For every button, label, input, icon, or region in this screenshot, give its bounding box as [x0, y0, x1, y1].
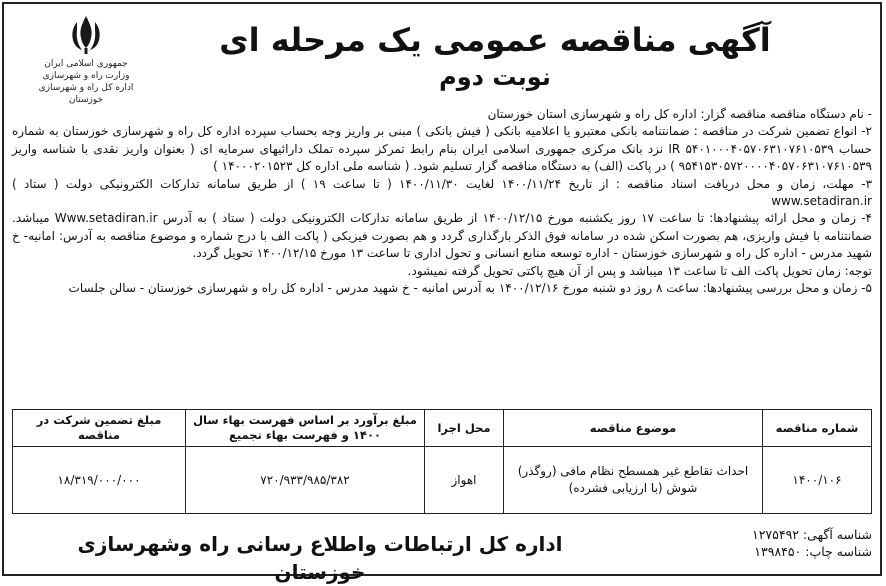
emblem-line-ministry: وزارت راه و شهرسازی	[42, 71, 130, 81]
tender-table	[12, 409, 872, 514]
table-header-row	[13, 410, 872, 447]
ad-title: آگهی مناقصه عمومی یک مرحله ای	[219, 21, 771, 59]
iran-emblem-icon	[64, 12, 108, 56]
footer-organization: اداره کل ارتباطات واطلاع رسانی راه وشهرسازی خوزستان	[77, 532, 563, 584]
ad-id: شناسه آگهی: ۱۲۷۵۴۹۲	[752, 527, 872, 542]
header-location: محل اجرا	[425, 410, 504, 447]
item-note: توجه: زمان تحویل پاکت الف تا ساعت ۱۳ میباشد و پس از آن هیچ پاکتی تحویل گرفته نمیشود.	[407, 263, 872, 278]
emblem-line-department: اداره کل راه و شهرسازی خوزستان	[38, 83, 134, 105]
header-tender-number: شماره مناقصه	[763, 410, 872, 447]
print-id: شناسه چاپ: ۱۳۹۸۴۵۰	[754, 544, 872, 559]
header-guarantee-amount: مبلغ تضمین شرکت در مناقصه	[13, 410, 186, 447]
cell-location: اهواز	[425, 447, 504, 514]
ministry-emblem	[30, 12, 142, 106]
cell-estimate: ۷۲۰/۹۳۳/۹۸۵/۳۸۲	[186, 447, 425, 514]
table-row	[13, 447, 872, 514]
emblem-line-country: جمهوری اسلامی ایران	[44, 59, 128, 69]
item-review: ۵- زمان و محل بررسی پیشنهادها: ساعت ۸ روز دو شنبه مورخ ۱۴۰۰/۱۲/۱۶ به آدرس امانیه - خ شهید مدرس - اداره کل راه و شهرسازی خوزستان - سالن جلسات	[68, 281, 872, 296]
cell-tender-number: ۱۴۰۰/۱۰۶	[763, 447, 872, 514]
item-organizer: - نام دستگاه مناقصه مناقصه گزار: اداره کل راه و شهرسازی استان خوزستان	[487, 107, 872, 121]
item-submission: ۴- زمان و محل ارائه پیشنهادها: تا ساعت ۱۷ روز یکشنبه مورخ ۱۴۰۰/۱۲/۱۵ از طریق سامانه تدارکات الکترونیکی دولت ( ستاد ) به آدرس Www.setadiran.ir میباشد. ضمانتنامه با فیش واریزی، هم بصورت اسکن شده در سامانه فوق الذکر بارگذاری گردد و هم بصورت فیزیکی ( پاکت الف با درج شماره و موضوع مناقصه به آدرس: امانیه- خ شهید مدرس - اداره کل راه و شهرسازی خوزستان - اداره توسعه منابع انسانی و تحول اداری تا ساعت ۱۳ مورخ ۱۴۰۰/۱۲/۱۵ تحویل گردد.	[12, 211, 872, 261]
item-guarantee: ۲- انواع تضمین شرکت در مناقصه : ضمانتنامه بانکی معتبرو یا اعلامیه بانکی ( فیش بانکی ) مبنی بر واریز وجه بحساب سپرده اداره کل راه و شهرسازی خوزستان به شماره حساب ۵۴۰۱۰۰۰۴۰۵۷۰۶۳۱۰۷۶۱۰۵۳۹ IR نزد بانک مرکزی جمهوری اسلامی ایران بنام رابط تمرکز سپرده تملک دارائیهای سرمایه ای ( بعنوان واریز نقدی با شناسه واریز ۹۵۴۱۵۳۰۵۷۲۰۰۰۰۴۰۵۷۰۶۳۱۰۷۶۱۰۵۳۹ ) در پاکت (الف) به دستگاه مناقصه گزار تسلیم شود. ( شناسه ملی اداره کل ۱۴۰۰۰۲۰۱۵۲۳ )	[12, 124, 872, 174]
ad-subtitle: نوبت دوم	[439, 63, 551, 91]
footer-identifiers	[642, 526, 872, 560]
item-document-deadline: ۳- مهلت، زمان و محل دریافت اسناد مناقصه : از تاریخ ۱۴۰۰/۱۱/۲۴ لغایت ۱۴۰۰/۱۱/۳۰ ( تا ساعت ۱۹ ) از طریق سامانه تدارکات الکترونیکی دولت ( ستاد ) www.setadiran.ir	[12, 176, 873, 209]
header-estimate: مبلغ برآورد بر اساس فهرست بهاء سال ۱۴۰۰ و فهرست بهاء تجمیع	[186, 410, 425, 447]
header-subject: موضوع مناقصه	[504, 410, 763, 447]
ad-body	[12, 106, 872, 297]
cell-subject: احداث تقاطع غیر همسطح نظام مافی (روگذر) شوش (با ارزیابی فشرده)	[504, 447, 763, 514]
cell-guarantee-amount: ۱۸/۳۱۹/۰۰۰/۰۰۰	[13, 447, 186, 514]
